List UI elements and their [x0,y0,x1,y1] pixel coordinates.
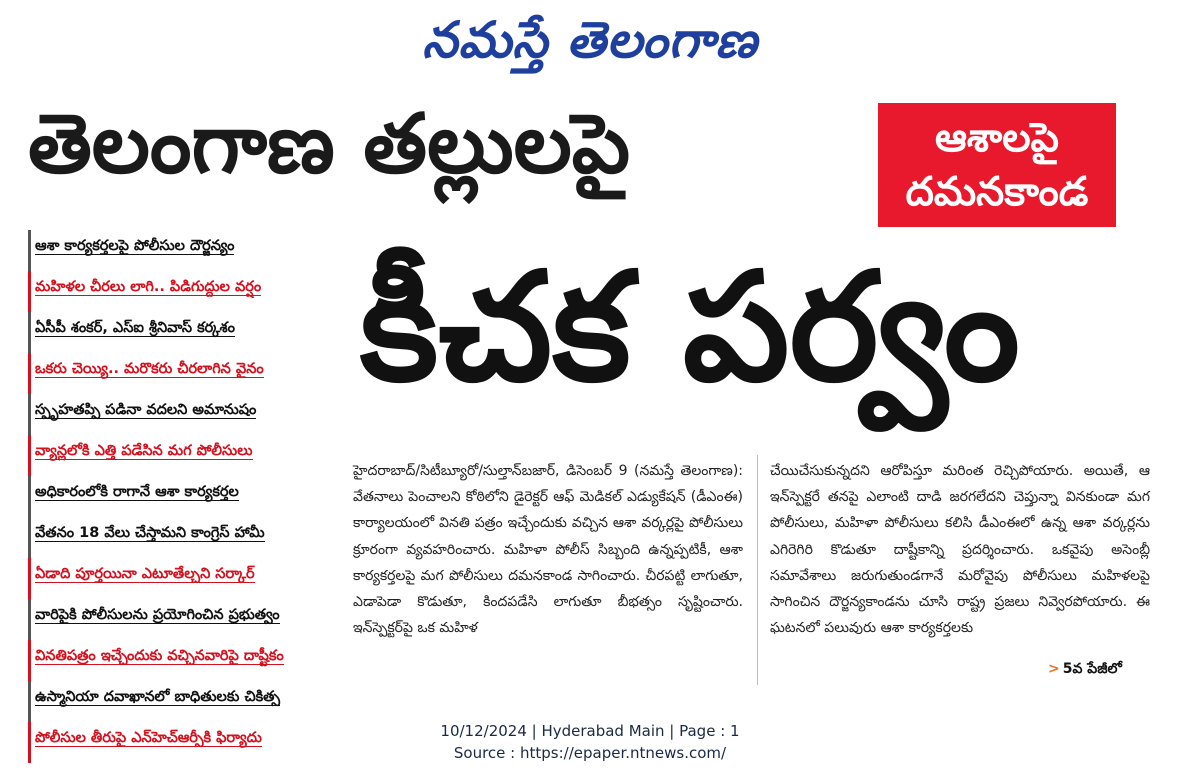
sub-headline-text: వారిపైకి పోలీసులను ప్రయోగించిన ప్రభుత్వం [35,607,280,623]
page-footer [0,720,1180,764]
headline-line-1: తెలంగాణ తల్లులపై [28,97,631,192]
sub-headline-text: ఏడాది పూర్తయినా ఎటూతేల్చని సర్కార్ [35,566,255,582]
sub-headline-text: ఒకరు చెయ్యి.. మరొకరు చీరలాగిన వైనం [35,361,264,377]
sub-headline-item [28,599,318,640]
sub-headline-item [28,640,318,681]
sub-headline-text: వేతనం 18 వేలు చేస్తామని కాంగ్రెస్ హామీ [35,525,265,541]
footer-source[interactable]: Source : https://epaper.ntnews.com/ [453,744,727,762]
sub-headline-item [28,312,318,353]
red-tag-line-1: ఆశాలపై [935,115,1059,161]
sub-headline-item [28,394,318,435]
sub-headline-item [28,353,318,394]
sub-headline-text: అధికారంలోకి రాగానే ఆశా కార్యకర్తల [35,484,239,500]
sub-headline-text: పోలీసుల తీరుపై ఎన్‌హెచ్‌ఆర్సీకి ఫిర్యాదు [35,730,262,746]
footer-date-edition: 10/12/2024 | Hyderabad Main | Page : 1 [440,722,740,740]
sub-headline-text: మహిళల చీరలు లాగి.. పిడిగుద్దుల వర్షం [35,279,262,295]
sub-headline-text: ఏసీపీ శంకర్, ఎస్‌ఐ శ్రీనివాస్ కర్కశం [35,320,235,336]
sub-headline-text: స్పృహతప్పి పడినా వదలని అమానుషం [35,402,257,418]
chevron-right-icon: > [1048,661,1060,677]
sub-headline-text: వ్యాన్లలోకి ఎత్తి పడేసిన మగ పోలీసులు [35,443,253,459]
headline-line-2: కీచక పర్వం [360,241,1020,415]
sub-headline-item [28,271,318,312]
article-column-2: చేయిచేసుకున్నదని ఆరోపిస్తూ మరింత రెచ్చిపోయారు. అయితే, ఆ ఇన్‌స్పెక్టరే తనపై ఎలాంటి దాడి జరగలేదని చెప్తున్నా వినకుండా మగ పోలీసులు, మహిళా పోలీసులు కలిసి డీఎంఈలో ఉన్న ఆశా వర్కర్లను ఎగిరెగిరి కొడుతూ దాష్టీకాన్ని ప్రదర్శించారు. ఒకవైపు అసెంబ్లీ సమావేశాలు జరుగుతుండగానే మరోవైపు పోలీసులు మహిళలపై సాగించిన దౌర్జన్యకాండను చూసి రాష్ట్ర ప్రజలు నివ్వెరపోయారు. ఈ ఘటనలో పలువురు ఆశా కార్యకర్తలకు [770,463,1150,637]
continued-on-page-link[interactable] [1048,658,1148,680]
continued-label: 5వ పేజీలో [1062,661,1122,677]
sub-headline-text: ఆశా కార్యకర్తలపై పోలీసుల దౌర్జన్యం [35,238,235,254]
red-tag-line-2: దమనకాండ [905,169,1089,215]
sub-headline-item [28,558,318,599]
sub-headline-list [28,230,318,763]
sub-headline-item [28,681,318,722]
sub-headline-text: ఉస్మానియా దవాఖానలో బాధితులకు చికిత్స [35,689,281,705]
newspaper-masthead: నమస్తే తెలంగాణ [422,11,758,69]
column-divider [757,455,758,685]
article-column-1: హైదరాబాద్/సిటీబ్యూరో/సుల్తాన్‌బజార్, డిసెంబర్ 9 (నమస్తే తెలంగాణ): వేతనాలు పెంచాలని కోఠిలోని డైరెక్టర్ ఆఫ్ మెడికల్ ఎడ్యుకేషన్ (డీఎంఈ) కార్యాలయంలో వినతి పత్రం ఇచ్చేందుకు వచ్చిన ఆశా వర్కర్లపై పోలీసులు క్రూరంగా వ్యవహరించారు. మహిళా పోలీస్ సిబ్బంది ఉన్నప్పటికీ, ఆశా కార్యకర్తలపై మగ పోలీసులు దమనకాండ సాగించారు. చీరపట్టి లాగుతూ, ఎడాపెడా కొడుతూ, కిందపడేసి లాగుతూ బీభత్సం సృష్టించారు. ఇన్‌స్పెక్టర్‌పై ఒక మహిళ [353,463,743,637]
sub-headline-item [28,435,318,476]
sub-headline-item [28,517,318,558]
red-tag-box [878,103,1116,227]
sub-headline-item [28,476,318,517]
sub-headline-item [28,230,318,271]
sub-headline-text: వినతిపత్రం ఇచ్చేందుకు వచ్చినవారిపై దాష్టీకం [35,648,284,664]
